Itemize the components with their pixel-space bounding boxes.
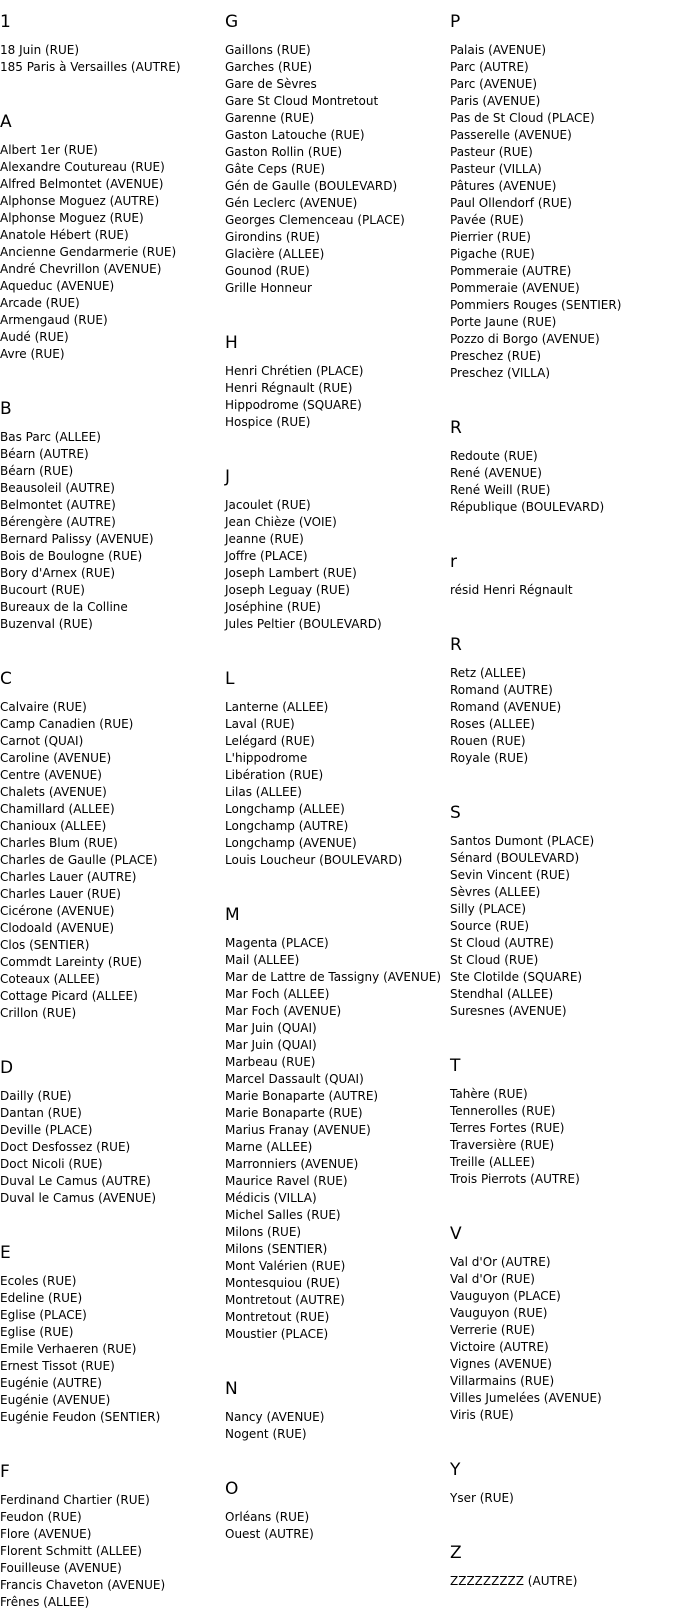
group-spacer <box>225 869 450 893</box>
street-item: Mar Foch (AVENUE) <box>225 1004 342 1018</box>
group-spacer <box>450 599 675 623</box>
letter-heading: R <box>450 418 462 438</box>
street-item: Gén Leclerc (AVENUE) <box>225 196 358 210</box>
street-list <box>450 1086 675 1188</box>
street-item: Villes Jumelées (AVENUE) <box>450 1391 602 1405</box>
street-item: Gâte Ceps (RUE) <box>225 162 326 176</box>
street-item: Trois Pierrots (AUTRE) <box>450 1172 580 1186</box>
street-list <box>450 42 675 382</box>
street-list <box>0 1273 225 1426</box>
street-item: Porte Jaune (RUE) <box>450 315 557 329</box>
street-item: Mont Valérien (RUE) <box>225 1259 346 1273</box>
street-item: Lanterne (ALLEE) <box>225 700 329 714</box>
street-item: Frênes (ALLEE) <box>0 1595 90 1609</box>
street-item: Carnot (QUAI) <box>0 734 84 748</box>
letter-group <box>450 1212 675 1424</box>
letter-group <box>0 1450 225 1611</box>
street-item: Mar de Lattre de Tassigny (AVENUE) <box>225 970 442 984</box>
street-item: Eugénie (AUTRE) <box>0 1376 102 1390</box>
street-item: Caroline (AVENUE) <box>0 751 112 765</box>
street-item: Pozzo di Borgo (AVENUE) <box>450 332 600 346</box>
street-item: Béarn (AUTRE) <box>0 447 89 461</box>
street-item: Parc (AUTRE) <box>450 60 529 74</box>
street-item: Tennerolles (RUE) <box>450 1104 556 1118</box>
letter-group <box>450 1448 675 1507</box>
street-item: Nancy (AVENUE) <box>225 1410 325 1424</box>
letter-heading: J <box>225 467 231 487</box>
column-1 <box>0 0 225 1611</box>
street-item: Gounod (RUE) <box>225 264 310 278</box>
street-item: Ferdinand Chartier (RUE) <box>0 1493 150 1507</box>
street-item: Béarn (RUE) <box>0 464 74 478</box>
street-item: Montretout (RUE) <box>225 1310 330 1324</box>
street-item: Marbeau (RUE) <box>225 1055 316 1069</box>
street-item: Michel Salles (RUE) <box>225 1208 341 1222</box>
group-spacer <box>0 76 225 100</box>
street-item: Traversière (RUE) <box>450 1138 555 1152</box>
street-item: République (BOULEVARD) <box>450 500 605 514</box>
street-item: 18 Juin (RUE) <box>0 43 80 57</box>
street-item: Mail (ALLEE) <box>225 953 300 967</box>
letter-heading: Z <box>450 1543 462 1563</box>
group-spacer <box>450 1424 675 1448</box>
letter-group <box>225 1467 450 1543</box>
letter-heading: D <box>0 1058 14 1078</box>
street-item: Charles Lauer (AUTRE) <box>0 870 137 884</box>
street-item: Jules Peltier (BOULEVARD) <box>225 617 382 631</box>
street-item: Sénard (BOULEVARD) <box>450 851 580 865</box>
street-item: Buzenval (RUE) <box>0 617 93 631</box>
street-item: Henri Régnault (RUE) <box>225 381 353 395</box>
street-item: Gaston Rollin (RUE) <box>225 145 342 159</box>
letter-group <box>450 1531 675 1590</box>
street-item: Montesquiou (RUE) <box>225 1276 341 1290</box>
street-item: Mar Foch (ALLEE) <box>225 987 330 1001</box>
letter-heading: 1 <box>0 12 11 32</box>
letter-heading: H <box>225 333 238 353</box>
letter-heading: O <box>225 1479 239 1499</box>
street-item: Joffre (PLACE) <box>225 549 308 563</box>
street-item: Laval (RUE) <box>225 717 295 731</box>
letter-heading: F <box>0 1462 10 1482</box>
street-item: Charles Blum (RUE) <box>0 836 118 850</box>
street-item: Pommeraie (AUTRE) <box>450 264 572 278</box>
street-item: Vauguyon (RUE) <box>450 1306 548 1320</box>
letter-group <box>0 387 225 633</box>
letter-heading: L <box>225 669 235 689</box>
street-item: Parc (AVENUE) <box>450 77 538 91</box>
street-item: Jean Chièze (VOIE) <box>225 515 337 529</box>
street-list <box>0 429 225 633</box>
letter-group <box>225 0 450 297</box>
letter-group <box>450 406 675 516</box>
street-item: Villarmains (RUE) <box>450 1374 555 1388</box>
street-item: Redoute (RUE) <box>450 449 538 463</box>
street-item: Bois de Boulogne (RUE) <box>0 549 143 563</box>
street-item: Médicis (VILLA) <box>225 1191 317 1205</box>
street-item: Mar Juin (QUAI) <box>225 1021 317 1035</box>
letter-group <box>450 1044 675 1188</box>
street-item: L'hippodrome <box>225 751 308 765</box>
letter-group <box>0 1046 225 1207</box>
letter-heading: R <box>450 635 462 655</box>
street-item: Ernest Tissot (RUE) <box>0 1359 115 1373</box>
street-list <box>225 699 450 869</box>
street-item: André Chevrillon (AVENUE) <box>0 262 162 276</box>
street-item: Val d'Or (AUTRE) <box>450 1255 551 1269</box>
street-item: Cicérone (AVENUE) <box>0 904 115 918</box>
letter-heading: A <box>0 112 12 132</box>
street-item: Audé (RUE) <box>0 330 69 344</box>
street-item: Suresnes (AVENUE) <box>450 1004 567 1018</box>
column-3 <box>450 0 675 1590</box>
street-item: Feudon (RUE) <box>0 1510 82 1524</box>
street-item: Ancienne Gendarmerie (RUE) <box>0 245 177 259</box>
street-list <box>225 1409 450 1443</box>
street-item: Orléans (RUE) <box>225 1510 310 1524</box>
street-item: Dailly (RUE) <box>0 1089 72 1103</box>
street-item: Duval Le Camus (AUTRE) <box>0 1174 151 1188</box>
street-item: Cottage Picard (ALLEE) <box>0 989 138 1003</box>
street-item: Royale (RUE) <box>450 751 529 765</box>
group-spacer <box>225 297 450 321</box>
letter-heading: E <box>0 1243 11 1263</box>
street-item: René (AVENUE) <box>450 466 542 480</box>
street-item: Eugénie (AVENUE) <box>0 1393 111 1407</box>
letter-heading: V <box>450 1224 462 1244</box>
street-list <box>0 142 225 363</box>
street-item: Chamillard (ALLEE) <box>0 802 115 816</box>
group-spacer <box>450 767 675 791</box>
street-item: Milons (SENTIER) <box>225 1242 328 1256</box>
letter-heading: r <box>450 552 457 572</box>
street-item: Pas de St Cloud (PLACE) <box>450 111 595 125</box>
street-item: Viris (RUE) <box>450 1408 514 1422</box>
group-spacer <box>450 382 675 406</box>
street-item: Arcade (RUE) <box>0 296 80 310</box>
street-item: Joseph Lambert (RUE) <box>225 566 357 580</box>
street-item: Verrerie (RUE) <box>450 1323 535 1337</box>
street-list <box>0 1088 225 1207</box>
letter-group <box>225 657 450 869</box>
street-list <box>450 1573 675 1590</box>
letter-heading: N <box>225 1379 238 1399</box>
street-item: Lilas (ALLEE) <box>225 785 302 799</box>
street-item: Pommeraie (AVENUE) <box>450 281 580 295</box>
street-item: Joséphine (RUE) <box>225 600 321 614</box>
street-item: Joseph Leguay (RUE) <box>225 583 350 597</box>
street-item: Dantan (RUE) <box>0 1106 82 1120</box>
street-item: Palais (AVENUE) <box>450 43 547 57</box>
street-item: Preschez (VILLA) <box>450 366 550 380</box>
letter-group <box>0 1231 225 1426</box>
letter-heading: G <box>225 12 239 32</box>
street-item: Romand (AUTRE) <box>450 683 553 697</box>
street-item: Maurice Ravel (RUE) <box>225 1174 348 1188</box>
street-item: Commdt Lareinty (RUE) <box>0 955 142 969</box>
street-item: Pasteur (RUE) <box>450 145 533 159</box>
street-item: Magenta (PLACE) <box>225 936 329 950</box>
street-item: Alphonse Moguez (RUE) <box>0 211 144 225</box>
group-spacer <box>0 363 225 387</box>
street-item: Alfred Belmontet (AVENUE) <box>0 177 164 191</box>
street-item: Marcel Dassault (QUAI) <box>225 1072 364 1086</box>
street-item: Crillon (RUE) <box>0 1006 77 1020</box>
street-item: Milons (RUE) <box>225 1225 302 1239</box>
street-item: Pâtures (AVENUE) <box>450 179 557 193</box>
street-item: Doct Nicoli (RUE) <box>0 1157 103 1171</box>
street-item: Eglise (RUE) <box>0 1325 74 1339</box>
street-list <box>450 1490 675 1507</box>
street-item: Marie Bonaparte (AUTRE) <box>225 1089 379 1103</box>
street-list <box>0 699 225 1022</box>
street-item: Terres Fortes (RUE) <box>450 1121 565 1135</box>
street-item: Vignes (AVENUE) <box>450 1357 552 1371</box>
letter-heading: P <box>450 12 461 32</box>
street-item: Marie Bonaparte (RUE) <box>225 1106 363 1120</box>
street-item: Duval le Camus (AVENUE) <box>0 1191 157 1205</box>
street-item: Stendhal (ALLEE) <box>450 987 554 1001</box>
street-item: Paris (AVENUE) <box>450 94 541 108</box>
letter-heading: M <box>225 905 240 925</box>
street-item: Pavée (RUE) <box>450 213 524 227</box>
street-item: Florent Schmitt (ALLEE) <box>0 1544 142 1558</box>
street-item: Bernard Palissy (AVENUE) <box>0 532 154 546</box>
group-spacer <box>450 1507 675 1531</box>
group-spacer <box>0 633 225 657</box>
street-item: Bas Parc (ALLEE) <box>0 430 101 444</box>
street-list <box>450 448 675 516</box>
letter-group <box>0 0 225 76</box>
street-item: Longchamp (AUTRE) <box>225 819 349 833</box>
street-item: Longchamp (AVENUE) <box>225 836 357 850</box>
street-item: Fouilleuse (AVENUE) <box>0 1561 122 1575</box>
column-2 <box>225 0 450 1543</box>
street-item: Chanioux (ALLEE) <box>0 819 107 833</box>
street-item: Hippodrome (SQUARE) <box>225 398 362 412</box>
street-item: Garenne (RUE) <box>225 111 315 125</box>
street-item: Lelégard (RUE) <box>225 734 315 748</box>
street-list <box>450 582 675 599</box>
street-list <box>225 363 450 431</box>
street-item: Hospice (RUE) <box>225 415 311 429</box>
street-item: Belmontet (AUTRE) <box>0 498 116 512</box>
street-item: St Cloud (AUTRE) <box>450 936 554 950</box>
street-item: Mar Juin (QUAI) <box>225 1038 317 1052</box>
street-item: Grille Honneur <box>225 281 312 295</box>
street-item: Garches (RUE) <box>225 60 313 74</box>
street-item: Francis Chaveton (AVENUE) <box>0 1578 166 1592</box>
street-item: Bureaux de la Colline <box>0 600 128 614</box>
street-item: Libération (RUE) <box>225 768 324 782</box>
group-spacer <box>450 1188 675 1212</box>
street-item: Clos (SENTIER) <box>0 938 90 952</box>
letter-heading: T <box>450 1056 461 1076</box>
street-item: Girondins (RUE) <box>225 230 320 244</box>
letter-heading: C <box>0 669 12 689</box>
street-list <box>450 1254 675 1424</box>
street-item: Anatole Hébert (RUE) <box>0 228 129 242</box>
street-item: Coteaux (ALLEE) <box>0 972 100 986</box>
street-item: Alphonse Moguez (AUTRE) <box>0 194 160 208</box>
street-item: Ste Clotilde (SQUARE) <box>450 970 583 984</box>
street-item: Santos Dumont (PLACE) <box>450 834 595 848</box>
street-item: Alexandre Coutureau (RUE) <box>0 160 165 174</box>
street-item: Roses (ALLEE) <box>450 717 535 731</box>
street-item: Treille (ALLEE) <box>450 1155 535 1169</box>
street-item: Georges Clemenceau (PLACE) <box>225 213 405 227</box>
street-item: Marne (ALLEE) <box>225 1140 313 1154</box>
street-item: Gare St Cloud Montretout <box>225 94 379 108</box>
street-item: Centre (AVENUE) <box>0 768 102 782</box>
street-item: Preschez (RUE) <box>450 349 542 363</box>
group-spacer <box>0 1426 225 1450</box>
street-item: Camp Canadien (RUE) <box>0 717 134 731</box>
street-item: Pasteur (VILLA) <box>450 162 542 176</box>
letter-group <box>225 321 450 431</box>
street-item: St Cloud (RUE) <box>450 953 539 967</box>
group-spacer <box>0 1022 225 1046</box>
street-item: Clodoald (AVENUE) <box>0 921 115 935</box>
letter-group <box>0 657 225 1022</box>
street-item: Sèvres (ALLEE) <box>450 885 541 899</box>
street-item: Aqueduc (AVENUE) <box>0 279 115 293</box>
letter-group <box>225 455 450 633</box>
street-item: Moustier (PLACE) <box>225 1327 329 1341</box>
group-spacer <box>225 1343 450 1367</box>
street-list <box>225 935 450 1343</box>
street-item: Retz (ALLEE) <box>450 666 527 680</box>
street-item: Ouest (AUTRE) <box>225 1527 314 1541</box>
street-item: Armengaud (RUE) <box>0 313 108 327</box>
street-item: Montretout (AUTRE) <box>225 1293 345 1307</box>
street-item: Charles de Gaulle (PLACE) <box>0 853 158 867</box>
street-item: Flore (AVENUE) <box>0 1527 92 1541</box>
street-item: Passerelle (AVENUE) <box>450 128 572 142</box>
street-item: Yser (RUE) <box>450 1491 514 1505</box>
group-spacer <box>450 1020 675 1044</box>
street-item: Jeanne (RUE) <box>225 532 304 546</box>
street-item: Bucourt (RUE) <box>0 583 85 597</box>
letter-group <box>0 100 225 363</box>
street-item: Paul Ollendorf (RUE) <box>450 196 572 210</box>
street-list <box>225 1509 450 1543</box>
letter-heading: Y <box>450 1460 461 1480</box>
street-item: Eugénie Feudon (SENTIER) <box>0 1410 161 1424</box>
street-item: Glacière (ALLEE) <box>225 247 325 261</box>
street-item: Ecoles (RUE) <box>0 1274 77 1288</box>
street-item: Chalets (AVENUE) <box>0 785 107 799</box>
street-item: Marronniers (AVENUE) <box>225 1157 359 1171</box>
street-item: résid Henri Régnault <box>450 583 573 597</box>
street-item: Romand (AVENUE) <box>450 700 562 714</box>
street-item: Val d'Or (RUE) <box>450 1272 535 1286</box>
street-item: Henri Chrétien (PLACE) <box>225 364 364 378</box>
street-item: Eglise (PLACE) <box>0 1308 87 1322</box>
street-item: Jacoulet (RUE) <box>225 498 311 512</box>
street-item: Albert 1er (RUE) <box>0 143 98 157</box>
street-list <box>0 42 225 76</box>
letter-group <box>225 893 450 1343</box>
street-item: 185 Paris à Versailles (AUTRE) <box>0 60 181 74</box>
street-item: Marius Franay (AVENUE) <box>225 1123 371 1137</box>
street-list <box>225 497 450 633</box>
letter-group <box>225 1367 450 1443</box>
street-item: Louis Loucheur (BOULEVARD) <box>225 853 403 867</box>
group-spacer <box>225 1443 450 1467</box>
street-item: Edeline (RUE) <box>0 1291 83 1305</box>
street-item: Gare de Sèvres <box>225 77 317 91</box>
street-item: Gén de Gaulle (BOULEVARD) <box>225 179 398 193</box>
street-item: Bory d'Arnex (RUE) <box>0 566 116 580</box>
street-item: Vauguyon (PLACE) <box>450 1289 561 1303</box>
letter-group <box>450 0 675 382</box>
street-list <box>225 42 450 297</box>
street-item: Pommiers Rouges (SENTIER) <box>450 298 622 312</box>
street-item: Beausoleil (AUTRE) <box>0 481 115 495</box>
street-list <box>450 665 675 767</box>
street-item: René Weill (RUE) <box>450 483 551 497</box>
street-item: Charles Lauer (RUE) <box>0 887 121 901</box>
street-item: Emile Verhaeren (RUE) <box>0 1342 137 1356</box>
street-item: Bérengère (AUTRE) <box>0 515 116 529</box>
group-spacer <box>450 516 675 540</box>
letter-heading: S <box>450 803 461 823</box>
street-item: Sevin Vincent (RUE) <box>450 868 570 882</box>
street-item: Doct Desfossez (RUE) <box>0 1140 131 1154</box>
street-item: Source (RUE) <box>450 919 530 933</box>
street-item: Pigache (RUE) <box>450 247 535 261</box>
letter-group <box>450 623 675 767</box>
street-item: Pierrier (RUE) <box>450 230 531 244</box>
street-item: Longchamp (ALLEE) <box>225 802 345 816</box>
letter-group <box>450 791 675 1020</box>
group-spacer <box>225 633 450 657</box>
street-item: Gaston Latouche (RUE) <box>225 128 365 142</box>
street-item: Victoire (AUTRE) <box>450 1340 549 1354</box>
street-list <box>0 1492 225 1611</box>
street-item: Rouen (RUE) <box>450 734 526 748</box>
street-item: Calvaire (RUE) <box>0 700 87 714</box>
street-item: Avre (RUE) <box>0 347 65 361</box>
street-list <box>450 833 675 1020</box>
letter-heading: B <box>0 399 12 419</box>
letter-group <box>450 540 675 599</box>
street-item: Deville (PLACE) <box>0 1123 93 1137</box>
street-item: Gaillons (RUE) <box>225 43 311 57</box>
street-item: Silly (PLACE) <box>450 902 527 916</box>
street-item: ZZZZZZZZZ (AUTRE) <box>450 1574 578 1588</box>
street-item: Tahère (RUE) <box>450 1087 528 1101</box>
street-item: Nogent (RUE) <box>225 1427 307 1441</box>
group-spacer <box>0 1207 225 1231</box>
group-spacer <box>225 431 450 455</box>
